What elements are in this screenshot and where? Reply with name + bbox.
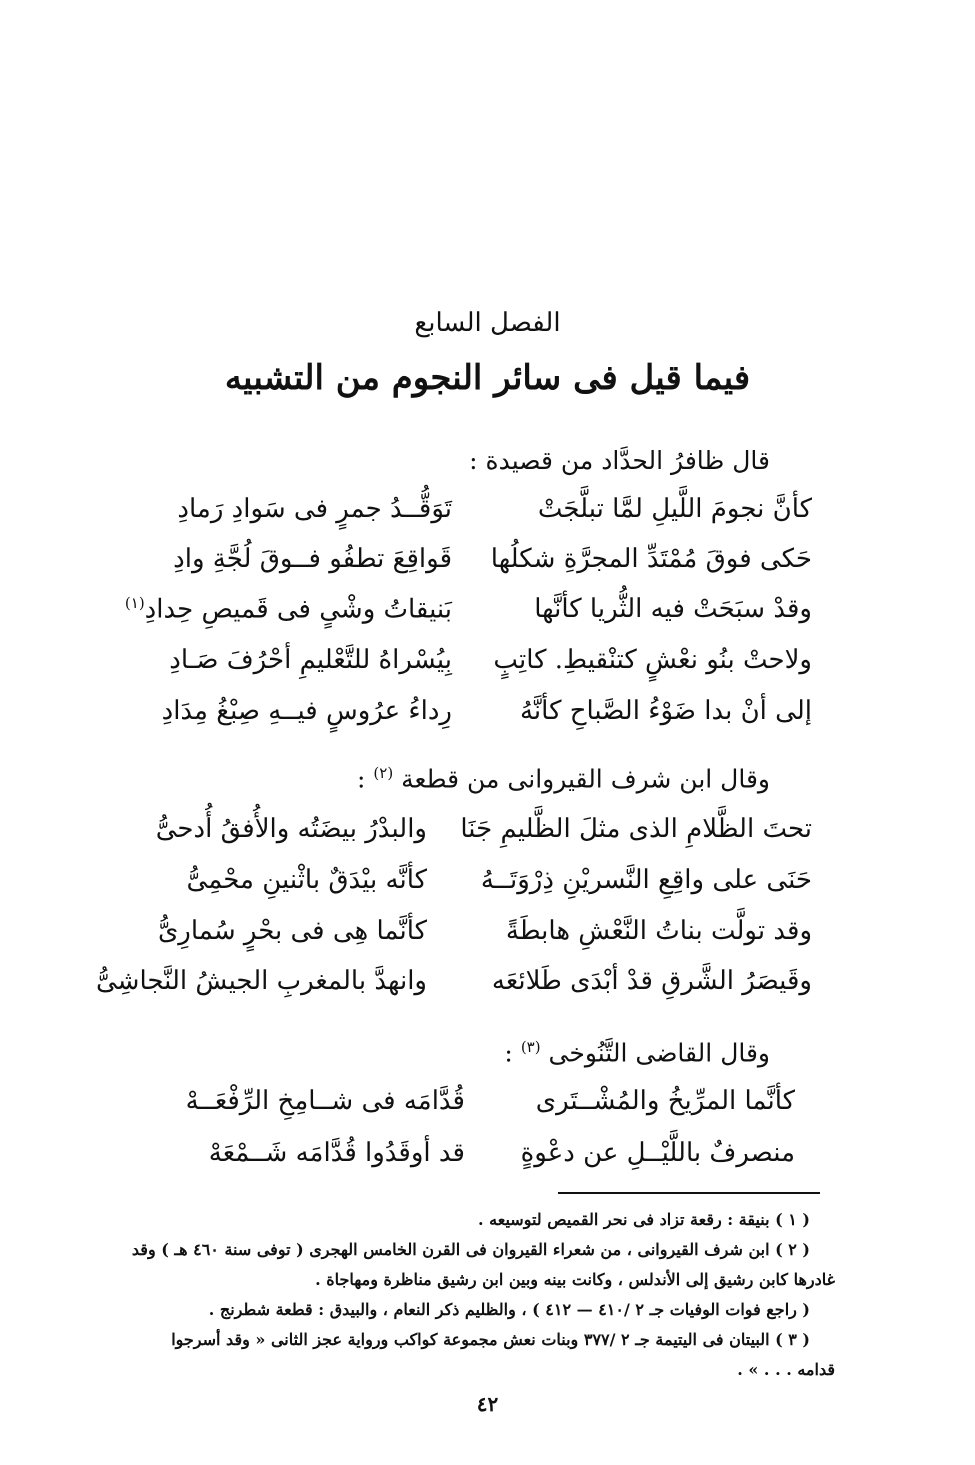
verse-first-hemistich: حَكى فوقَ مُمْتَدِّ المجرَّةِ شكلُها bbox=[490, 544, 812, 574]
poem-intro-text: قال ظافرُ الحدَّاد من قصيدة : bbox=[469, 446, 770, 475]
verse-second-hemistich: والبدْرُ بيضَتُه والأُفقُ أُدحىُّ bbox=[155, 814, 427, 844]
verse-second-hemistich: قَواقِعَ تطفُو فــوقَ لُجَّةِ وادِ bbox=[173, 544, 452, 574]
footnote-line: غادرها كابن رشيق إلى الأندلس ، وكانت بينه وبين ابن رشيق مناظرة ومهاجاة . bbox=[315, 1270, 835, 1289]
footnote-divider bbox=[558, 1192, 820, 1194]
verse-second-hemistich: كأنَّه بيْدَقٌ باثْنينِ محْمِىُّ bbox=[186, 865, 427, 895]
verse-second-hemistich: وانهدَّ بالمغربِ الجيشُ النَّجاشِىُّ bbox=[96, 966, 427, 996]
verse-line bbox=[155, 1086, 795, 1130]
footnote-line: ( راجع فوات الوفيات جـ ٢ /٤١٠ — ٤١٢ ) ، والظليم ذكر النعام ، والبيدق : قطعة شطرنج . bbox=[208, 1300, 810, 1319]
poem-intro-text: وقال ابن شرف القيروانى من قطعة bbox=[401, 764, 770, 794]
verse-first-hemistich: منصرفٌ باللَّيْــلِ عن دعْوةٍ bbox=[520, 1138, 795, 1168]
footnote-line: ( ٣ ) البيتان فى اليتيمة جـ ٢ /٣٧٧ وبنات نعش مجموعة كواكب ورواية عجز الثانى « وقد أسرجوا bbox=[171, 1330, 810, 1349]
poem-intro-text: وقال القاضى التَّنُوخى bbox=[548, 1038, 770, 1068]
verse-first-hemistich: إلى أنْ بدا ضَوْءُ الصَّباحِ كأنَّهُ bbox=[519, 696, 812, 726]
verse-second-hemistich: كأنَّما هِى فى بحْرٍ سُمارِىُّ bbox=[157, 916, 427, 946]
page-number: ٤٢ bbox=[476, 1392, 499, 1416]
verse-first-hemistich: تحتَ الظَّلامِ الذى مثلَ الظَّليمِ جَنَا bbox=[460, 814, 812, 844]
verse-line bbox=[155, 1138, 795, 1182]
verse-second-hemistich: بِيُسْراهُ للتَّعْليمِ أحْرُفَ صَـادِ bbox=[169, 645, 452, 675]
verse-second-text: بَنيقاتُ وشْىٍ فى قَميصِ حِدادِ bbox=[144, 594, 452, 625]
verse-line bbox=[132, 494, 812, 538]
verse-line bbox=[132, 916, 812, 960]
verse-line bbox=[132, 696, 812, 740]
verse-first-hemistich: حَنَى على واقِعِ النَّسريْنِ ذِرْوَتَــهُ bbox=[480, 865, 812, 895]
verse-second-hemistich: قد أوقَدُوا قُدَّامَه شَــمْعَهْ bbox=[208, 1138, 465, 1168]
verse-first-hemistich: وقد تولَّت بناتُ النَّعْشِ هابطَةً bbox=[505, 916, 812, 946]
verse-line bbox=[132, 544, 812, 588]
verse-first-hemistich: ولاحتْ بنُو نعْشٍ كتنْقيطِ. كاتِبٍ bbox=[493, 645, 812, 675]
verse-line bbox=[124, 594, 812, 638]
footnote-line: ( ٢ ) ابن شرف القيروانى ، من شعراء القيروان فى القرن الخامس الهجرى ( توفى سنة ٤٦٠ هـ ) وقد bbox=[131, 1240, 810, 1259]
footnote-marker: (٣) bbox=[520, 1038, 541, 1056]
verse-second-hemistich: قُدَّامَه فى شــامِخِ الرِّفْعَــهْ bbox=[185, 1086, 465, 1116]
section-title: فيما قيل فى سائر النجوم من التشبيه bbox=[224, 358, 751, 398]
poem-intro-colon: : bbox=[357, 764, 366, 794]
verse-first-hemistich: وقدْ سبَحَتْ فيه الثُّريا كأنَّها bbox=[534, 594, 812, 624]
verse-second-hemistich: تَوَقُّــدُ جمرٍ فى سَوادِ رَمادِ bbox=[177, 494, 452, 524]
poem-intro-colon: : bbox=[504, 1038, 513, 1068]
verse-line bbox=[132, 645, 812, 689]
verse-first-hemistich: كأنَّ نجومَ اللَّيلِ لمَّا تبلَّجَتْ bbox=[537, 494, 812, 524]
poem-intro bbox=[504, 1038, 770, 1067]
verse-line bbox=[132, 814, 812, 858]
footnote-marker: (٢) bbox=[373, 764, 394, 782]
verse-line bbox=[96, 966, 812, 1010]
footnote-line: ( ١ ) بنيقة : رقعة تزاد فى نحر القميص لتوسيعه . bbox=[478, 1210, 810, 1229]
verse-first-hemistich: كأنَّما المرِّيخُ والمُشْــتَرى bbox=[535, 1086, 795, 1116]
footnote-marker: (١) bbox=[124, 594, 145, 612]
footnote-line: قدامه . . . » . bbox=[737, 1360, 835, 1379]
verse-first-hemistich: وقَيصَرُ الشَّرقِ قدْ أبْدَى طَلائعَه bbox=[491, 966, 812, 996]
verse-line bbox=[132, 865, 812, 909]
verse-second-hemistich bbox=[125, 594, 452, 625]
poem-intro bbox=[469, 446, 770, 475]
chapter-heading: الفصل السابع bbox=[414, 308, 561, 338]
poem-intro bbox=[357, 764, 770, 793]
verse-second-hemistich: رِداءُ عرُوسٍ فيــهِ صِبْغُ مِدَادِ bbox=[161, 696, 452, 726]
